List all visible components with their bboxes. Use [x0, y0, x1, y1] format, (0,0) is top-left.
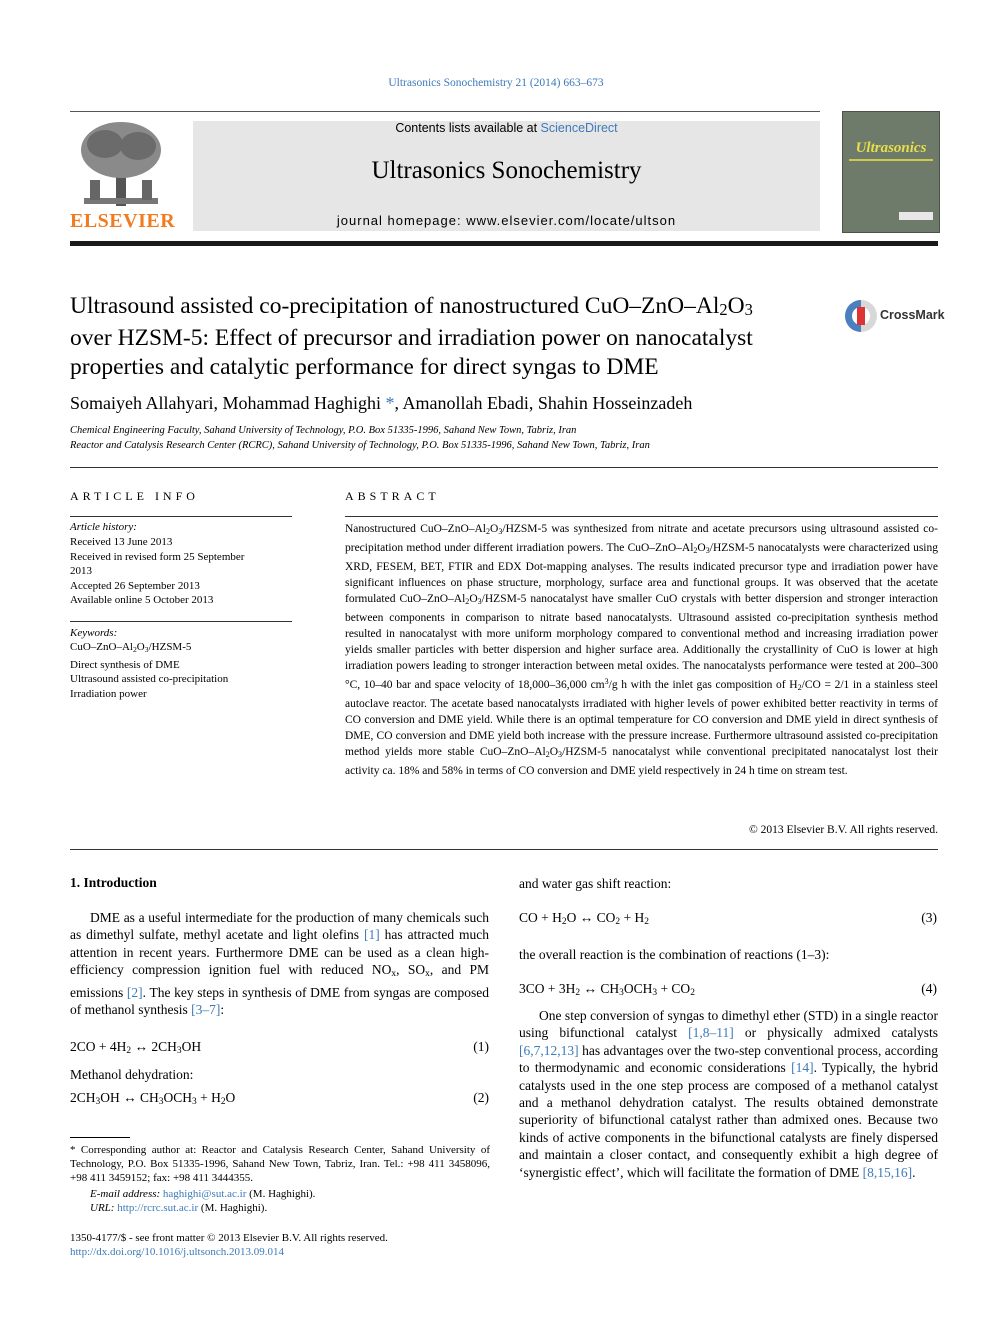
abstract-copyright: © 2013 Elsevier B.V. All rights reserved. [749, 824, 938, 836]
corresponding-author-marker[interactable]: * [385, 393, 395, 413]
issn-line: 1350-4177/$ - see front matter © 2013 Elsevier B.V. All rights reserved. [70, 1232, 388, 1244]
equation-2: $2CH_3OH$ ↔ $CH_3OCH_3 + H_2O$ [70, 1090, 236, 1107]
equation-3-number: (3) [921, 910, 937, 925]
abstract-heading: ABSTRACT [345, 489, 440, 503]
journal-citation[interactable]: Ultrasonics Sonochemistry 21 (2014) 663–673 [388, 77, 604, 89]
std-paragraph: One step conversion of syngas to dimethyl ether (STD) in a single reactor using bifunctional catalyst [1,8–11] or physically admixed catalysts [6,7,12,13] has advantages over the two-step conventional process, according to thermodynamic and economic considerations [14]. Typically, the hybrid catalysts used in the one step process are composed of a methanol catalyst and a methanol dehydration catalyst. The results obtained demonstrate superiority of bifunctional catalyst rather than admixed ones. Because two kinds of active components in the bifunctional catalysts are finely dispersed and maintain a closer contact, and consequently exhibit a high degree of ‘synergistic effect’, which will facilitate the formation of DME [8,15,16]. [519, 1008, 938, 1180]
url-footnote: URL: http://rcrc.sut.ac.ir (M. Haghighi). [90, 1202, 268, 1214]
section-heading-introduction: 1. Introduction [70, 875, 157, 890]
affiliation-2: Reactor and Catalysis Research Center (RCRC), Sahand University of Technology, P.O. Box 51335-1996, Sahand New Town, Tabriz, Iran [70, 440, 650, 451]
keyword-3: Ultrasound assisted co-precipitation [70, 673, 229, 685]
intro-paragraph: DME as a useful intermediate for the production of many chemicals such as dimethyl sulfate, methyl acetate and light olefins [1] has attracted much attention in recent years. Furthermore DME can be used as a clean high-efficiency compression ignition fuel with reduced $NO_x$, $SO_x$, and PM emissions [2]. The key steps in synthesis of DME from syngas are composed of methanol synthesis [3–7]: [70, 910, 490, 1018]
cover-label-box [899, 212, 933, 220]
authors-rest: , Amanollah Ebadi, Shahin Hosseinzadeh [394, 393, 693, 413]
equation-2-number: (2) [473, 1090, 489, 1105]
url-link[interactable]: http://rcrc.sut.ac.ir [117, 1202, 199, 1214]
equation-1-number: (1) [473, 1039, 489, 1054]
affiliation-1: Chemical Engineering Faculty, Sahand University of Technology, P.O. Box 51335-1996, Sahand New Town, Tabriz, Iran [70, 425, 577, 436]
title-line-1: Ultrasound assisted co-precipitation of nanostructured CuO–ZnO–Al [70, 293, 720, 319]
methanol-dehydration-label: Methanol dehydration: [70, 1067, 194, 1082]
crossmark-icon[interactable] [843, 298, 879, 339]
footnote-rule [70, 1137, 130, 1138]
paper-title: Ultrasound assisted co-precipitation of nanostructured CuO–$ZnO-Al_2O_3$ over HZSM-5: Effect of precursor and irradiation power on nanocatalyst properties and catalytic performance for direct syngas to DME [70, 293, 753, 380]
history-label: Article history: [70, 521, 137, 533]
keyword-1: CuO–$ZnO-Al_2O_3/HZSM-5$ [70, 641, 192, 654]
journal-cover-thumbnail[interactable] [842, 111, 940, 233]
contents-prefix: Contents lists available at [395, 121, 541, 135]
email-footnote: E-mail address: haghighi@sut.ac.ir (M. Haghighi). [90, 1188, 316, 1200]
body-rule [70, 849, 938, 850]
crossmark-label[interactable]: CrossMark [880, 308, 945, 322]
sciencedirect-link[interactable]: ScienceDirect [540, 121, 618, 135]
equation-4: $3CO + 3H_2$ ↔ $CH_3OCH_3 + CO_2$ [519, 981, 695, 998]
wgs-intro-text: and water gas shift reaction: [519, 876, 672, 891]
cover-underline [849, 159, 933, 161]
ref-link-14[interactable]: [14] [791, 1060, 814, 1076]
author-list [70, 393, 692, 414]
elsevier-wordmark: ELSEVIER [70, 210, 176, 232]
ref-link-2[interactable]: [2] [126, 984, 143, 1000]
article-info-heading: ARTICLE INFO [70, 489, 199, 503]
ref-link-1-8-11[interactable]: [1,8–11] [688, 1025, 734, 1041]
keyword-4: Irradiation power [70, 687, 147, 700]
title-line-3: properties and catalytic performance for direct syngas to DME [70, 354, 659, 380]
article-info-rule [70, 516, 292, 517]
revised-year: 2013 [70, 565, 92, 577]
overall-reaction-text: the overall reaction is the combination of reactions (1–3): [519, 947, 830, 962]
history-dates [70, 535, 244, 608]
header-thick-rule [70, 241, 938, 246]
ref-link-1[interactable]: [1] [364, 927, 380, 943]
keywords-label: Keywords: [70, 627, 118, 639]
title-line-2: over HZSM-5: Effect of precursor and irradiation power on nanocatalyst [70, 325, 753, 351]
keywords-rule [70, 621, 292, 622]
accepted-date: Accepted 26 September 2013 [70, 579, 200, 592]
equation-3: CO + $H_2O$ ↔ $CO_2 + H_2$ [519, 910, 649, 927]
cover-title: Ultrasonics [855, 140, 927, 156]
ref-link-3-7[interactable]: [3–7] [191, 1002, 221, 1018]
abstract-rule [345, 516, 938, 517]
contents-line [193, 121, 820, 135]
header-rule [70, 111, 820, 112]
abstract-text: Nanostructured CuO–$ZnO-Al_2O_3/HZSM-5$ was synthesized from nitrate and acetate precursors using ultrasound assisted co-precipitation method under different irradiation powers. The CuO–$ZnO-Al_2O_3/HZSM-5$ nanocatalysts were characterized using XRD, FESEM, BET, FTIR and EDX Dot-mapping analyses. The results indicated precursor type and irradiation power have significant influences on phase structure, morphology, surface area and functional groups. It was observed that the acetate formulated CuO–$ZnO-Al_2O_3/HZSM-5$ nanocatalyst have smaller CuO crystals with better dispersion and stronger interaction between components in comparison to nitrate based nanocatalysts. Ultrasound assisted co-precipitation synthesis method resulted in nanocatalyst with more uniform morphology compared to conventional method and increasing irradiation power yields smaller particles with better dispersion and higher surface area. Additionally the crystallinity of CuO is lower at high irradiation powers leading to stronger interaction between metal oxides. The nanocatalysts performance were tested at 200–300 °C, 10–40 bar and space velocity of 18,000–36,000 $cm^3/g$ h with the inlet gas composition of $H_2/CO = 2/1$ in a stainless steel autoclave reactor. The acetate based nanocatalysts irradiated with higher levels of power exhibited better reactivity in terms of CO conversion and DME yield. While there is an optimal temperature for CO conversion and DME yield in direct synthesis of DME, CO conversion and DME yield both increase with the pressure increase. Furthermore ultrasound assisted co-precipitation method yields more stable CuO–$ZnO-Al_2O_3/HZSM-5$ nanocatalyst while conventional precipitated nanocatalyst lost their activity ca. 18% and 58% in terms of CO conversion and DME yield respectively in 24 h time on stream test. [345, 523, 938, 777]
authors-first: Somaiyeh Allahyari, Mohammad Haghighi [70, 393, 381, 413]
equation-4-number: (4) [921, 981, 937, 996]
ref-link-6-7-12-13[interactable]: [6,7,12,13] [519, 1042, 579, 1058]
revised-date: Received in revised form 25 September [70, 550, 245, 563]
online-date: Available online 5 October 2013 [70, 594, 214, 606]
journal-homepage[interactable]: journal homepage: www.elsevier.com/locate/ultson [336, 213, 677, 228]
doi-link[interactable]: http://dx.doi.org/10.1016/j.ultsonch.2013.09.014 [70, 1246, 284, 1258]
email-link[interactable]: haghighi@sut.ac.ir [162, 1188, 247, 1200]
corresponding-author-footnote: * Corresponding author at: Reactor and Catalysis Research Center, Sahand University of Technology, P.O. Box 51335-1996, Sahand New Town, Tabriz, Iran. Tel.: +98 411 3458096, +98 411 3459152; fax: +98 411 3444355. [70, 1144, 490, 1184]
ref-link-8-15-16[interactable]: [8,15,16] [862, 1164, 913, 1180]
received-date: Received 13 June 2013 [70, 536, 173, 548]
equation-1: $2CO + 4H_2$ ↔ $2CH_3OH$ [70, 1039, 202, 1056]
section-rule [70, 467, 938, 468]
keyword-2: Direct synthesis of DME [70, 658, 180, 671]
keywords-list [70, 640, 228, 701]
journal-title: Ultrasonics Sonochemistry [371, 157, 642, 184]
